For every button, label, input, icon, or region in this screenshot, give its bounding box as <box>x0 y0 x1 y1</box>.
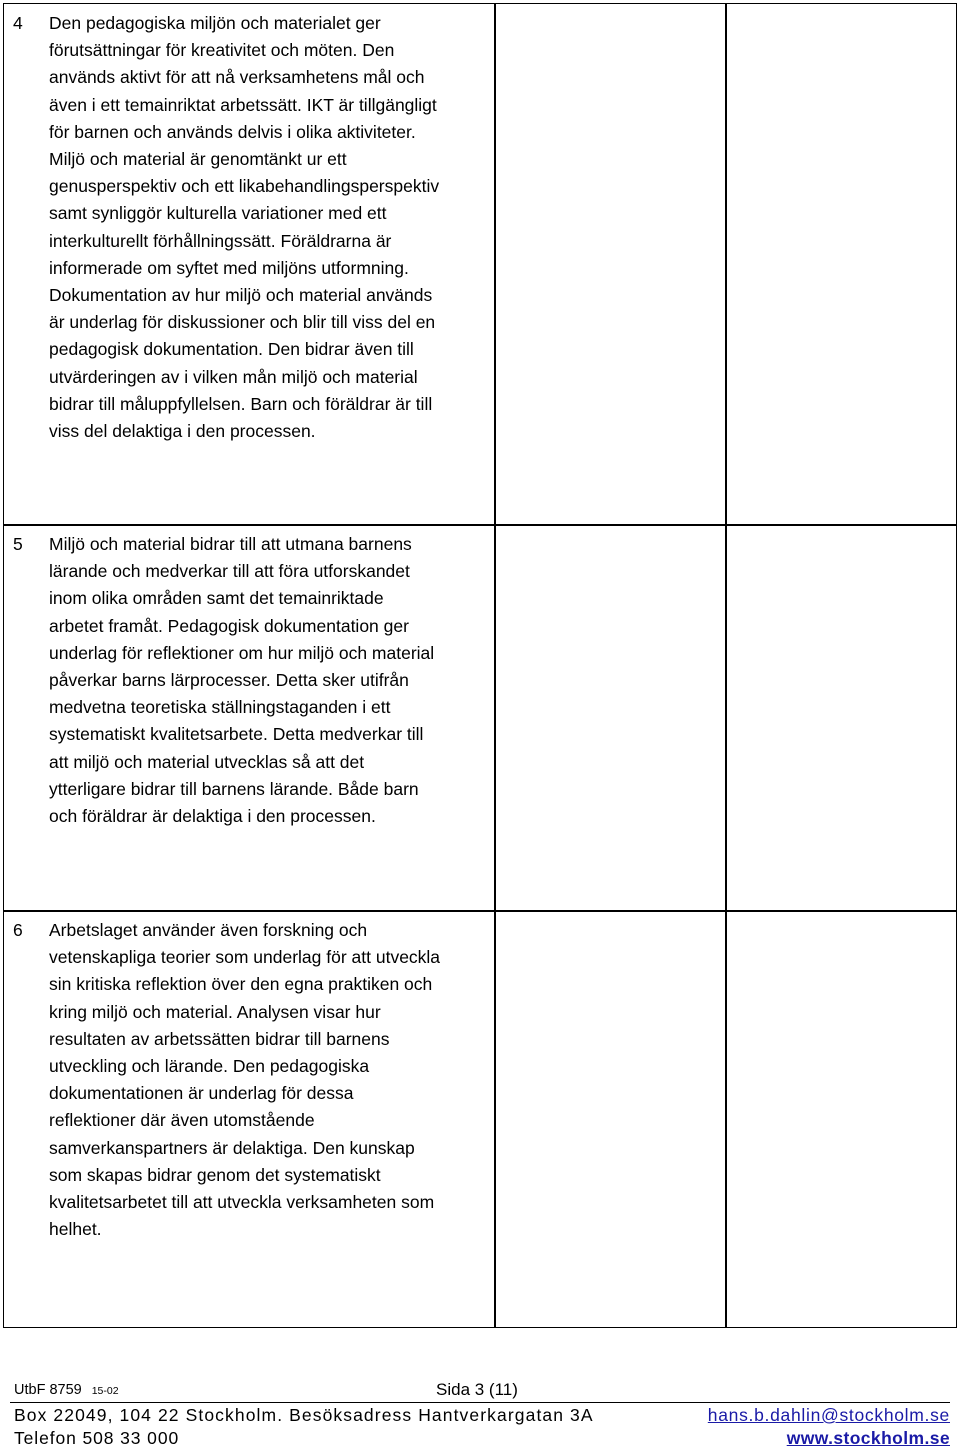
table-row <box>3 524 957 912</box>
empty-cell <box>494 524 727 912</box>
empty-cell <box>494 910 727 1328</box>
footer-divider <box>10 1402 950 1403</box>
level-number: 4 <box>13 13 23 33</box>
criteria-cell <box>3 910 496 1328</box>
assessment-table <box>3 3 957 1328</box>
level-number: 6 <box>13 920 23 940</box>
form-code <box>14 1382 119 1398</box>
empty-cell <box>725 524 957 912</box>
phone-number: Telefon 508 33 000 <box>14 1428 180 1448</box>
criteria-cell <box>3 3 496 526</box>
empty-cell <box>494 3 727 526</box>
page-number: Sida 3 (11) <box>436 1380 518 1399</box>
table-row <box>3 910 957 1328</box>
level-number: 5 <box>13 534 23 554</box>
email-link[interactable]: hans.b.dahlin@stockholm.se <box>707 1405 950 1425</box>
form-version: 15-02 <box>91 1385 119 1397</box>
level-description: Miljö och material bidrar till att utmana barnens lärande och medverkar till att föra utforskandet inom olika områden samt det temainriktade arbetet framåt. Pedagogisk dokumentation ger underlag för reflektioner om hur miljö och material påverkar barns lärprocesser. Detta sker utifrån medvetna teoretiska ställningstaganden i ett systematiskt kvalitetsarbete. Detta medverkar till att miljö och material utvecklas så att det ytterligare bidrar till barnens lärande. Både barn och föräldrar är delaktiga i den processen. <box>49 534 435 827</box>
level-description: Arbetslaget använder även forskning och vetenskapliga teorier som underlag för att utveckla sin kritiska reflektion över den egna praktiken och kring miljö och material. Analysen visar hur resultaten av arbetssätten bidrar till barnens utveckling och lärande. Den pedagogiska dokumentationen är underlag för dessa reflektioner där även utomstående samverkanspartners är delaktiga. Den kunskap som skapas bidrar genom det systematiskt kvalitetsarbetet till att utveckla verksamheten som helhet. <box>49 920 441 1240</box>
postal-address: Box 22049, 104 22 Stockholm. Besöksadress Hantverkargatan 3A <box>14 1405 594 1425</box>
empty-cell <box>725 3 957 526</box>
empty-cell <box>725 910 957 1328</box>
table-row <box>3 3 957 526</box>
level-description: Den pedagogiska miljön och materialet ger förutsättningar för kreativitet och möten. Den används aktivt för att nå verksamhetens mål och även i ett temainriktat arbetssätt. IKT är tillgängligt för barnen och används delvis i olika aktiviteter. Miljö och material är genomtänkt ur ett genusperspektiv och ett likabehandlingsperspektiv samt synliggör kulturella variationer med ett interkulturellt förhållningssätt. Föräldrarna är informerade om syftet med miljöns utformning. Dokumentation av hur miljö och material används är underlag för diskussioner och blir till viss del en pedagogisk dokumentation. Den bidrar även till utvärderingen av i vilken mån miljö och material bidrar till måluppfyllelsen. Barn och föräldrar är till viss del delaktiga i den processen. <box>49 13 440 442</box>
website-link[interactable]: www.stockholm.se <box>786 1428 950 1448</box>
form-code-label: UtbF 8759 <box>14 1382 82 1398</box>
criteria-cell <box>3 524 496 912</box>
